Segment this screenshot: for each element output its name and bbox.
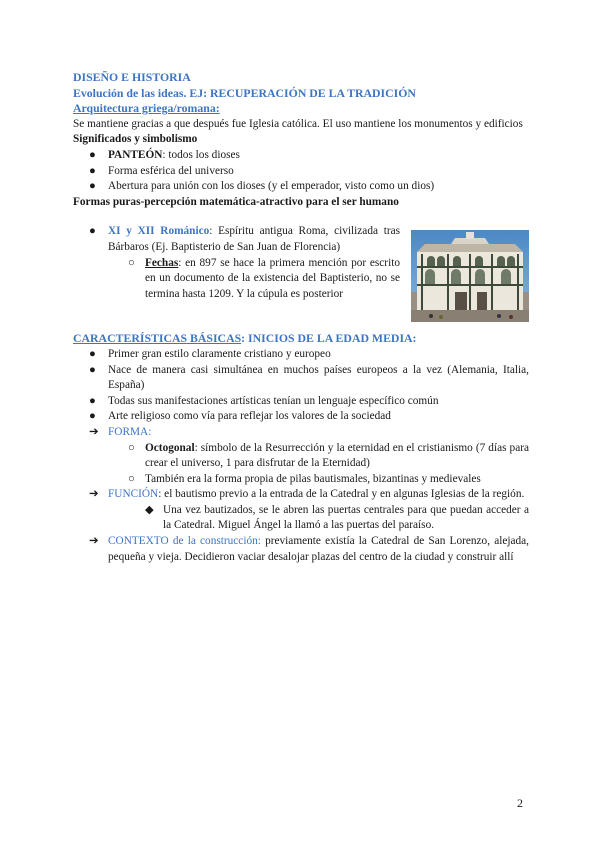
circle-bullet-icon: ○: [128, 472, 135, 485]
list-item: ○ También era la forma propia de pilas bautismales, bizantinas y medievales: [73, 472, 529, 488]
page-number: 2: [517, 796, 523, 810]
bullet-icon: ●: [89, 394, 96, 407]
document-page: [73, 70, 529, 565]
formas-line: Formas puras-percepción matemática-atractivo para el ser humano: [73, 195, 399, 208]
list-item: ● Arte religioso como vía para reflejar los valores de la sociedad: [73, 409, 529, 425]
circle-bullet-icon: ○: [128, 441, 135, 454]
bullet-icon: ●: [89, 164, 96, 177]
bullet-icon: ●: [89, 225, 96, 238]
list-item: ● Nace de manera casi simultánea en muchos países europeos a la vez (Alemania, Italia, España): [89, 363, 529, 392]
list-item: ○ Octogonal: símbolo de la Resurrección y la eternidad en el cristianismo (7 días para crear el universo, 1 para disfrutar de la Eternidad): [128, 441, 529, 470]
list-item: ○ Fechas: en 897 se hace la primera mención por escrito en un documento de la existencia del Baptisterio, no se termina hasta 1209. Y la cúpula es posterior: [128, 256, 400, 300]
arrow-right-icon: ➔: [89, 488, 99, 501]
arrow-right-icon: ➔: [89, 535, 99, 548]
bullet-icon: ●: [89, 347, 96, 360]
significados-list: [73, 148, 529, 195]
section-greco-romana: Arquitectura griega/romana:: [73, 101, 220, 116]
list-item: ➔ CONTEXTO de la construcción: previamente existía la Catedral de San Lorenzo, alejada, pequeña y vieja. Decidieron vaciar desalojar plazas del centro de la ciudad y construir allí: [89, 535, 530, 563]
list-item: ● XI y XII Románico: Espíritu antigua Roma, civilizada tras Bárbaros (Ej. Baptisterio de San Juan de Florencia): [89, 225, 401, 253]
romanico-section: [73, 224, 529, 322]
list-item: ● Abertura para unión con los dioses (y el emperador, visto como un dios): [73, 179, 529, 195]
list-item: ● PANTEÓN: todos los dioses: [73, 148, 529, 164]
list-item: ● Forma esférica del universo: [73, 164, 529, 180]
list-item: ◆ Una vez bautizados, se le abren las puertas centrales para que puedan acceder a la Catedral. Miguel Ángel la llamó a las puertas del paraíso.: [145, 503, 529, 532]
bullet-icon: ●: [89, 180, 96, 193]
bullet-icon: ●: [89, 363, 96, 376]
bullet-icon: ●: [89, 148, 96, 161]
document-title: DISEÑO E HISTORIA: [73, 70, 191, 84]
list-item: ➔ FORMA:: [73, 425, 529, 441]
diamond-bullet-icon: ◆: [145, 503, 154, 516]
caracteristicas-list: [73, 347, 529, 565]
arrow-right-icon: ➔: [89, 425, 99, 438]
intro-paragraph: Se mantiene gracias a que después fue Iglesia católica. El uso mantiene los monumentos y edificios: [73, 117, 523, 130]
baptistery-image: [411, 230, 529, 322]
bullet-icon: ●: [89, 410, 96, 423]
list-item: ● Todas sus manifestaciones artísticas tenían un lenguaje específico común: [73, 394, 529, 410]
list-item: ● Primer gran estilo claramente cristiano y europeo: [73, 347, 529, 363]
document-subtitle: Evolución de las ideas. EJ: RECUPERACIÓN DE LA TRADICIÓN: [73, 85, 416, 100]
caracteristicas-heading: CARACTERÍSTICAS BÁSICAS: INICIOS DE LA EDAD MEDIA:: [73, 331, 417, 346]
circle-bullet-icon: ○: [128, 256, 135, 269]
significados-heading: Significados y simbolismo: [73, 133, 198, 146]
list-item: ➔ FUNCIÓN: el bautismo previo a la entrada de la Catedral y en algunas Iglesias de la región.: [73, 487, 529, 503]
